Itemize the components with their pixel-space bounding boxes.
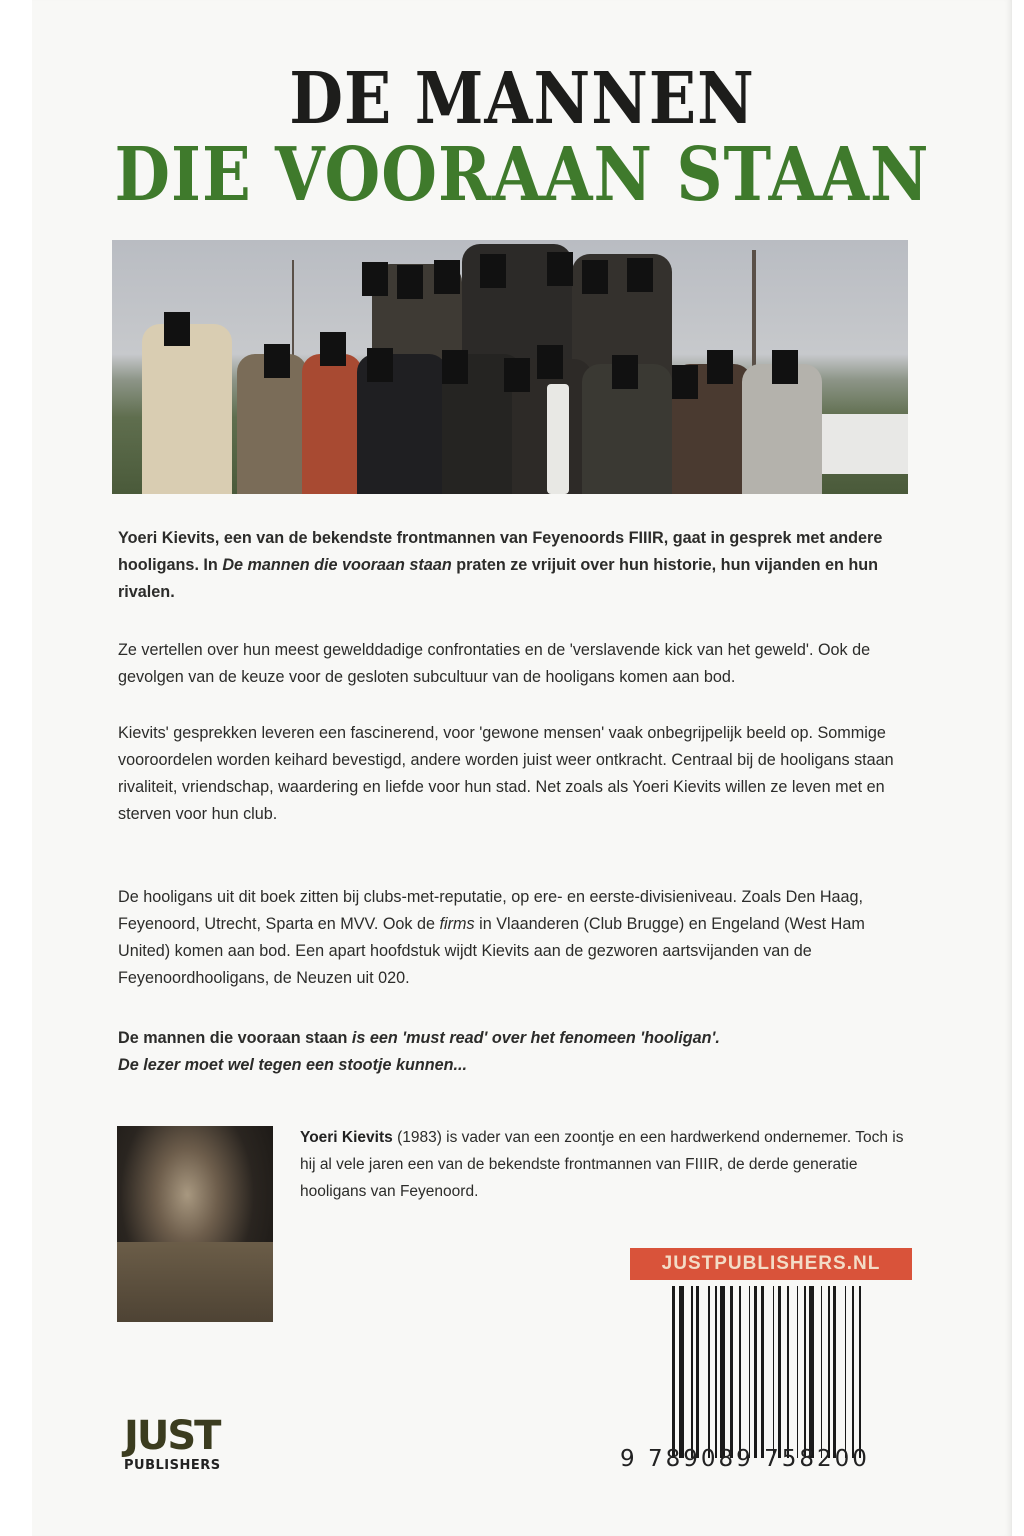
book-back-cover (32, 0, 1012, 1536)
barcode-bar (708, 1286, 710, 1458)
blurb-paragraph-3: Kievits' gesprekken leveren een fascinerend, voor 'gewone mensen' vaak onbegrijpelijk beeld op. Sommige vooroordelen worden keihard bevestigd, andere worden juist weer ontkracht. Centraal bij de hooligans staan rivaliteit, vriendschap, waardering en liefde voor hun stad. Net zoals als Yoeri Kievits willen ze leven met en sterven voor hun club. (118, 724, 894, 823)
author-bio (300, 1124, 910, 1205)
blacked-out-face (537, 345, 563, 379)
blurb-paragraph-1 (118, 525, 918, 606)
blurb-paragraph-4 (118, 884, 918, 992)
blacked-out-face (504, 358, 530, 392)
blacked-out-face (672, 365, 698, 399)
firms-italic: firms (439, 915, 475, 933)
tagline-text: De lezer moet wel tegen een stootje kunnen... (118, 1056, 468, 1074)
barcode-bar (828, 1286, 830, 1458)
isbn-group-2: 758200 (764, 1446, 870, 1472)
barcode-bar (749, 1286, 751, 1458)
blacked-out-face (434, 260, 460, 294)
barcode-bar (778, 1286, 781, 1458)
publisher-logo-publishers: PUBLISHERS (124, 1458, 221, 1473)
book-title-italic: De mannen die vooraan staan (222, 556, 452, 574)
blacked-out-face (582, 260, 608, 294)
author-photo (117, 1126, 273, 1322)
blurb-paragraph-2: Ze vertellen over hun meest gewelddadige confrontaties en de 'verslavende kick van het geweld'. Ook de gevolgen van de keuze voor de gesloten subcultuur van de hooligans komen aan bod. (118, 641, 871, 686)
barcode-bar (691, 1286, 693, 1458)
barcode-bar (720, 1286, 725, 1458)
barcode-bar (679, 1286, 684, 1458)
blacked-out-face (707, 350, 733, 384)
author-bio-text: (1983) is vader van een zoontje en een hardwerkend ondernemer. Toch is hij al vele jaren een van de bekendste frontmannen van FIIIR, de derde generatie hooligans van Feyenoord. (300, 1129, 904, 1200)
title-line-2: DIE VOORAAN STAAN (114, 132, 930, 219)
person (142, 324, 232, 494)
blacked-out-face (612, 355, 638, 389)
tagline-text: is een 'must read' over het fenomeen 'hooligan'. (347, 1029, 720, 1047)
barcode-bar (754, 1286, 757, 1458)
blacked-out-face (264, 344, 290, 378)
book-title: De mannen die vooraan staan (118, 1029, 348, 1047)
barcode-bar (845, 1286, 847, 1458)
barcode-bar (730, 1286, 733, 1458)
barcode-bar (859, 1286, 861, 1458)
publisher-logo-just: JUST (124, 1413, 220, 1459)
blacked-out-face (362, 262, 388, 296)
barcode-bar (773, 1286, 775, 1458)
person (547, 384, 569, 494)
blacked-out-face (164, 312, 190, 346)
barcode-bar (821, 1286, 823, 1458)
isbn-group-1: 789089 (647, 1446, 754, 1472)
blacked-out-face (367, 348, 393, 382)
barcode-bar (804, 1286, 806, 1458)
blurb-text: praten ze vrijuit over hun historie, hun vijanden en hun rivalen. (118, 556, 879, 601)
barcode-bar (739, 1286, 741, 1458)
blacked-out-face (442, 350, 468, 384)
barcode-bar (809, 1286, 814, 1458)
blurb-text: Yoeri Kievits, een van de bekendste frontmannen van Feyenoords FIIIR, gaat in gesprek met andere hooligans. In (118, 529, 883, 574)
blacked-out-face (480, 254, 506, 288)
barcode-bar (797, 1286, 799, 1458)
publisher-website-badge: JUSTPUBLISHERS.NL (630, 1248, 912, 1280)
barcode-bar (787, 1286, 789, 1458)
title-line-1: DE MANNEN (289, 56, 755, 141)
barcode-bar (696, 1286, 699, 1458)
author-coat (117, 1242, 273, 1322)
isbn-prefix: 9 (620, 1446, 638, 1472)
barcode-bar (833, 1286, 836, 1458)
blurb-text: in Vlaanderen (Club Brugge) en Engeland (West Ham United) komen aan bod. Een apart hoofdstuk wijdt Kievits aan de gezworen aartsvijanden van de Feyenoordhooligans, de Neuzen uit 020. (118, 915, 865, 987)
group-photo (112, 240, 908, 494)
blacked-out-face (547, 252, 573, 286)
blurb-tagline (118, 1025, 918, 1079)
person (302, 354, 362, 494)
barcode-bar (761, 1286, 764, 1458)
blacked-out-face (627, 258, 653, 292)
barcode-bar (852, 1286, 854, 1458)
barcode (672, 1286, 902, 1458)
barcode-bar (672, 1286, 675, 1458)
blacked-out-face (397, 265, 423, 299)
isbn-number (620, 1446, 920, 1472)
author-name: Yoeri Kievits (300, 1129, 393, 1146)
blacked-out-face (772, 350, 798, 384)
blurb-text: De hooligans uit dit boek zitten bij clubs-met-reputatie, op ere- en eerste-divisieniveau. Zoals Den Haag, Feyenoord, Utrecht, Sparta en MVV. Ook de (118, 888, 864, 933)
blacked-out-face (320, 332, 346, 366)
barcode-bar (715, 1286, 717, 1458)
